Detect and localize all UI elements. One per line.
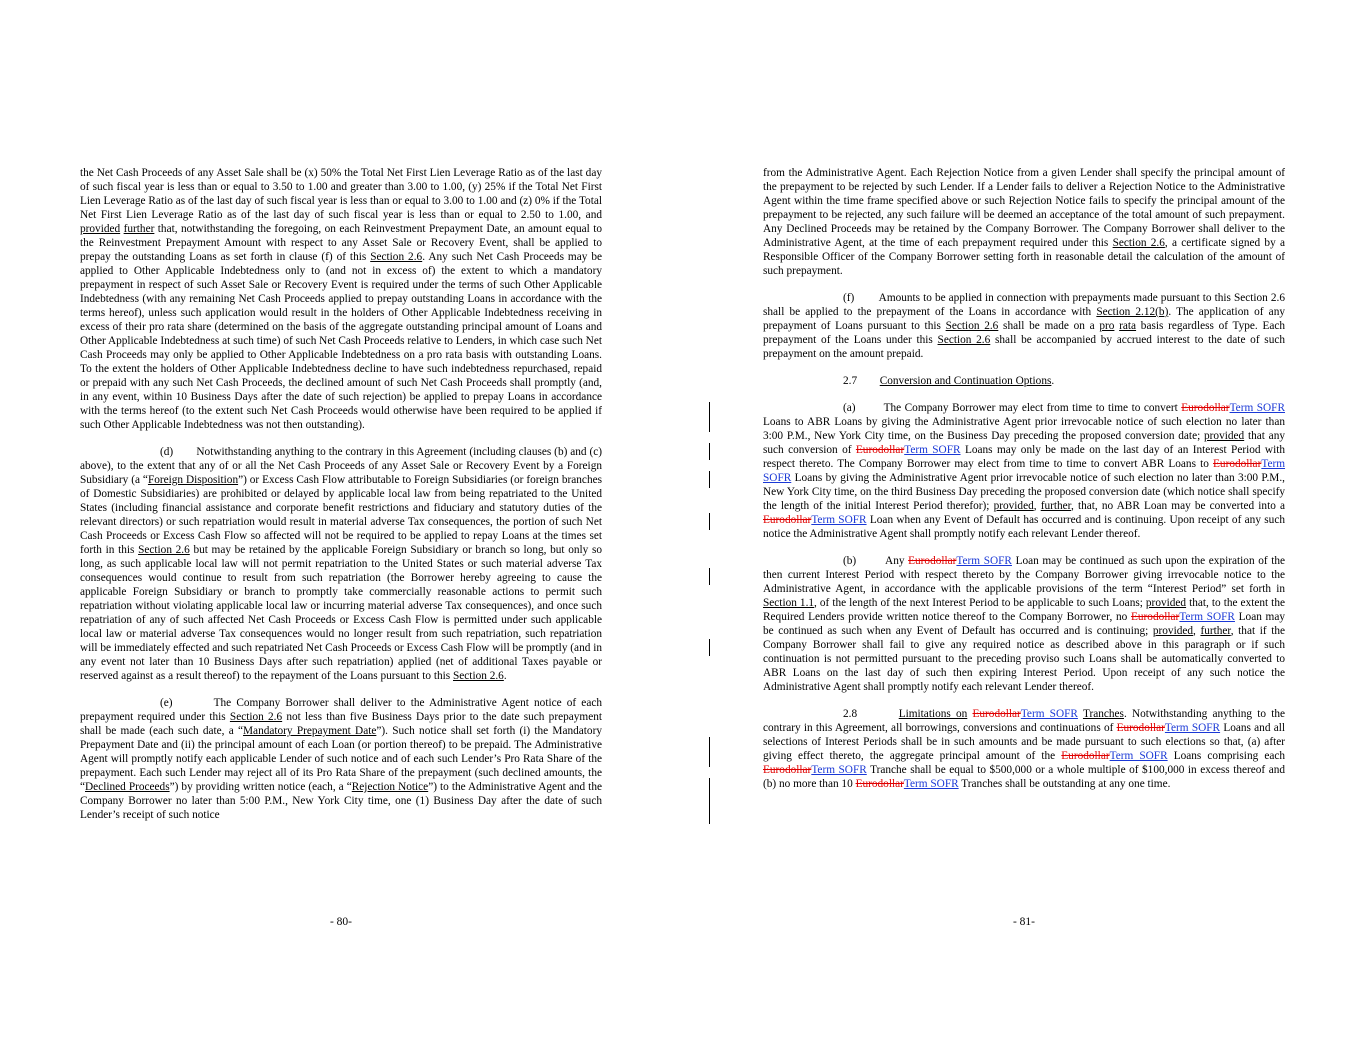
- section-reference: Section 2.6: [945, 320, 999, 332]
- change-bar: [709, 737, 710, 767]
- inserted-text: Term SOFR: [903, 778, 959, 790]
- section-reference: Section 1.1: [763, 597, 815, 609]
- deleted-text: Eurodollar: [908, 555, 957, 567]
- deleted-text: Eurodollar: [763, 764, 812, 776]
- paragraph-f: (f) Amounts to be applied in connection with prepayments made pursuant to this Section 2.6 shall be applied to the prepayment of the Loans in accordance with Section 2.12(b). The application of any prepayment of Loans pursuant to this Section 2.6 shall be made on a pro rata basis regardless of Type. Each prepayment of the Loans under this Section 2.6 shall be accompanied by accrued interest to the date of such prepayment on the amount prepaid.: [763, 292, 1286, 360]
- paragraph-2-7-b: (b) Any EurodollarTerm SOFR Loan may be continued as such upon the expiration of the then current Interest Period with respect thereto by the Company Borrower giving irrevocable notice to the Administrative Agent, in accordance with the applicable provisions of the term “Interest Period” set forth in Section 1.1, of the length of the next Interest Period to be applicable to such Loans; provided that, to the extent the Required Lenders provide written notice thereof to the Company Borrower, no EurodollarTerm SOFR Loan may be continued as such when any Event of Default has occurred and is continuing; provided, further, that if the Company Borrower shall fail to give any required notice as described above in this paragraph or if such continuation is not permitted pursuant to the preceding proviso such Loans shall be automatically converted to ABR Loans on the last day of such then expiring Interest Period. Upon receipt of any such notice the Administrative Agent shall promptly notify each relevant Lender thereof.: [763, 555, 1286, 693]
- page-81: [682, 0, 1365, 1055]
- deleted-text: Eurodollar: [972, 708, 1021, 720]
- defined-term: Mandatory Prepayment Date: [243, 725, 377, 737]
- right-text-column: [763, 166, 1285, 804]
- section-2-8: 2.8 Limitations on EurodollarTerm SOFR Tranches. Notwithstanding anything to the contrary in this Agreement, all borrowings, conversions and continuations of EurodollarTerm SOFR Loans and all selections of Interest Periods shall be in such amounts and be made pursuant to such elections so that, (a) after giving effect thereto, the aggregate principal amount of the EurodollarTerm SOFR Loans comprising each EurodollarTerm SOFR Tranche shall be equal to $500,000 or a whole multiple of $100,000 in excess thereof and (b) no more than 10 EurodollarTerm SOFR Tranches shall be outstanding at any one time.: [763, 708, 1286, 790]
- section-title: Conversion and Continuation Options: [879, 375, 1052, 387]
- defined-term: Foreign Disposition: [147, 474, 239, 486]
- section-2-7-heading: 2.7 Conversion and Continuation Options.: [843, 375, 1055, 387]
- deleted-text: Eurodollar: [855, 778, 904, 790]
- inserted-text: Term SOFR: [1020, 708, 1078, 720]
- deleted-text: Eurodollar: [855, 444, 905, 456]
- deleted-text: Eurodollar: [1061, 750, 1110, 762]
- change-bar: [709, 568, 710, 585]
- inserted-text: Term SOFR: [811, 514, 867, 526]
- paragraph-2-7-a: (a) The Company Borrower may elect from time to time to convert EurodollarTerm SOFR Loans to ABR Loans by giving the Administrative Agent prior irrevocable notice of such election no later than 3:00 P.M., New York City time, on the Business Day preceding the proposed conversion date; provided that any such conversion of EurodollarTerm SOFR Loans may only be made on the last day of an Interest Period with respect thereto. The Company Borrower may elect from time to time to convert ABR Loans to EurodollarTerm SOFR Loans by giving the Administrative Agent prior irrevocable notice of such election no later than 3:00 P.M., New York City time, on the third Business Day preceding the proposed conversion date (which notice shall specify the length of the initial Interest Period therefor); provided, further, that, no ABR Loan may be converted into a EurodollarTerm SOFR Loan when any Event of Default has occurred and is continuing. Upon receipt of any such notice the Administrative Agent shall promptly notify each relevant Lender thereof.: [763, 402, 1286, 540]
- inserted-text: Term SOFR: [1109, 750, 1168, 762]
- section-reference: Section 2.6: [370, 251, 423, 263]
- section-title: Tranches: [1082, 708, 1124, 720]
- change-bar: [709, 639, 710, 656]
- page-number: - 81-: [1012, 916, 1036, 928]
- change-bar: [709, 513, 710, 530]
- section-reference: Section 2.6: [453, 670, 504, 682]
- paragraph-c-continued: the Net Cash Proceeds of any Asset Sale shall be (x) 50% the Total Net First Lien Leverage Ratio as of the last day of such fiscal year is less than or equal to 3.50 to 1.00 and greater than 3.00 to 1.00, (y) 25% if the Total Net First Lien Leverage Ratio as of the last day of such fiscal year is less than or equal to 3.00 to 1.00 and (z) 0% if the Total Net First Lien Leverage Ratio as of the last day of such fiscal year is less than or equal to 2.50 to 1.00, and provided further that, notwithstanding the foregoing, on each Reinvestment Prepayment Date, an amount equal to the Reinvestment Prepayment Amount with respect to any Asset Sale or Recovery Event, shall be applied to prepay the outstanding Loans as set forth in clause (f) of this Section 2.6. Any such Net Cash Proceeds may be applied to Other Applicable Indebtedness only to (and not in excess of) the extent to which a mandatory prepayment in respect of such Asset Sale or Recovery Event is required under the terms of such Other Applicable Indebtedness (with any remaining Net Cash Proceeds applied to prepay outstanding Loans in accordance with the terms hereof), unless such application would result in the holders of Other Applicable Indebtedness receiving in excess of their pro rata share (determined on the basis of the aggregate outstanding principal amount of Loans and Other Applicable Indebtedness at such time) of such Net Cash Proceeds relative to Lenders, in which case such Net Cash Proceeds may only be applied to Other Applicable Indebtedness on a pro rata basis with outstanding Loans. To the extent the holders of Other Applicable Indebtedness decline to have such indebtedness repurchased, repaid or prepaid with any such Net Cash Proceeds, the declined amount of such Net Cash Proceeds shall promptly (and, in any event, within 10 Business Days after the date of such rejection) be applied to prepay Loans in accordance with the terms hereof (to the extent such Net Cash Proceeds would otherwise have been required to be applied if such Other Applicable Indebtedness was not then outstanding).: [80, 167, 603, 431]
- section-reference: Section 2.6: [229, 711, 283, 723]
- deleted-text: Eurodollar: [763, 514, 812, 526]
- section-reference: Section 2.6: [937, 334, 991, 346]
- deleted-text: Eurodollar: [1181, 402, 1230, 414]
- page-number: - 80-: [329, 916, 353, 928]
- section-title: Limitations on: [898, 708, 968, 720]
- section-reference: Section 2.6: [138, 544, 190, 556]
- inserted-text: Term SOFR: [811, 764, 867, 776]
- deleted-text: Eurodollar: [1131, 611, 1180, 623]
- inserted-text: Term SOFR: [763, 458, 1286, 484]
- inserted-text: Term SOFR: [1229, 402, 1285, 414]
- change-bar: [709, 443, 710, 460]
- deleted-text: Eurodollar: [1213, 458, 1262, 470]
- paragraph-e: (e) The Company Borrower shall deliver to the Administrative Agent notice of each prepayment required under this Section 2.6 not less than five Business Days prior to the date such prepayment shall be made (each such date, a “Mandatory Prepayment Date”). Such notice shall set forth (i) the Mandatory Prepayment Date and (ii) the principal amount of each Loan (or portion thereof) to be prepaid. The Administrative Agent will promptly notify each applicable Lender of such notice and of each such Lender’s Pro Rata Share of the prepayment. Each such Lender may reject all of its Pro Rata Share of the prepayment (such declined amounts, the “Declined Proceeds”) by providing written notice (each, a “Rejection Notice”) to the Administrative Agent and the Company Borrower no later than 5:00 P.M., New York City time, one (1) Business Day after the date of such Lender’s receipt of such notice: [80, 697, 602, 821]
- deleted-text: Eurodollar: [1116, 722, 1165, 734]
- defined-term: Rejection Notice: [351, 781, 429, 793]
- change-bar: [709, 778, 710, 824]
- page-80: [0, 0, 682, 1055]
- inserted-text: Term SOFR: [956, 555, 1012, 567]
- paragraph-d: (d) Notwithstanding anything to the contrary in this Agreement (including clauses (b) and (c) above), to the extent that any of or all the Net Cash Proceeds of any Asset Sale or Recovery Event by a Foreign Subsidiary (a “Foreign Disposition”) or Excess Cash Flow attributable to Foreign Subsidiaries (or foreign branches of Domestic Subsidiaries) are prohibited or delayed by applicable local law from being repatriated to the United States (including financial assistance and corporate benefit restrictions and fiduciary and statutory duties of the relevant directors) or such repatriation would result in material adverse Tax consequences, the portion of such Net Cash Proceeds or Excess Cash Flow so affected will not be required to be applied to repay Loans at the times set forth in this Section 2.6 but may be retained by the applicable Foreign Subsidiary or branch so long, but only so long, as such applicable local law will not permit repatriation to the United States or such material adverse Tax consequences would continue to result from such repatriation (the Borrower hereby agreeing to cause the applicable Foreign Subsidiary or branch to promptly take commercially reasonable actions to permit such repatriation without violating applicable local law or incurring material adverse Tax consequences), and once such repatriation of any of such affected Net Cash Proceeds or Excess Cash Flow is permitted under such applicable local law or material adverse Tax consequences would no longer result from such repatriation, such repatriation will be immediately effected and such repatriated Net Cash Proceeds or Excess Cash Flow will be promptly (and in any event not later than 10 Business Days after such repatriation) applied (net of additional Taxes payable or reserved against as a result thereof) to the repayment of the Loans pursuant to this Section 2.6.: [80, 446, 603, 682]
- section-reference: Section 2.12(b): [1096, 306, 1169, 318]
- inserted-text: Term SOFR: [1164, 722, 1221, 734]
- inserted-text: Term SOFR: [1179, 611, 1235, 623]
- change-bar: [709, 402, 710, 432]
- left-text-column: [80, 166, 602, 835]
- section-reference: Section 2.6: [1112, 237, 1165, 249]
- paragraph-e-continued: from the Administrative Agent. Each Rejection Notice from a given Lender shall specify the principal amount of the prepayment to be rejected by such Lender. If a Lender fails to deliver a Rejection Notice to the Administrative Agent within the time frame specified above or such Rejection Notice fails to specify the principal amount of the prepayment to be rejected, any such failure will be deemed an acceptance of the total amount of such prepayment. Any Declined Proceeds may be retained by the Company Borrower. The Company Borrower shall deliver to the Administrative Agent, at the time of each prepayment required under this Section 2.6, a certificate signed by a Responsible Officer of the Company Borrower setting forth in reasonable detail the calculation of the amount of such prepayment.: [763, 167, 1285, 277]
- defined-term: Declined Proceeds: [85, 781, 170, 793]
- change-bar: [709, 471, 710, 488]
- inserted-text: Term SOFR: [904, 444, 961, 456]
